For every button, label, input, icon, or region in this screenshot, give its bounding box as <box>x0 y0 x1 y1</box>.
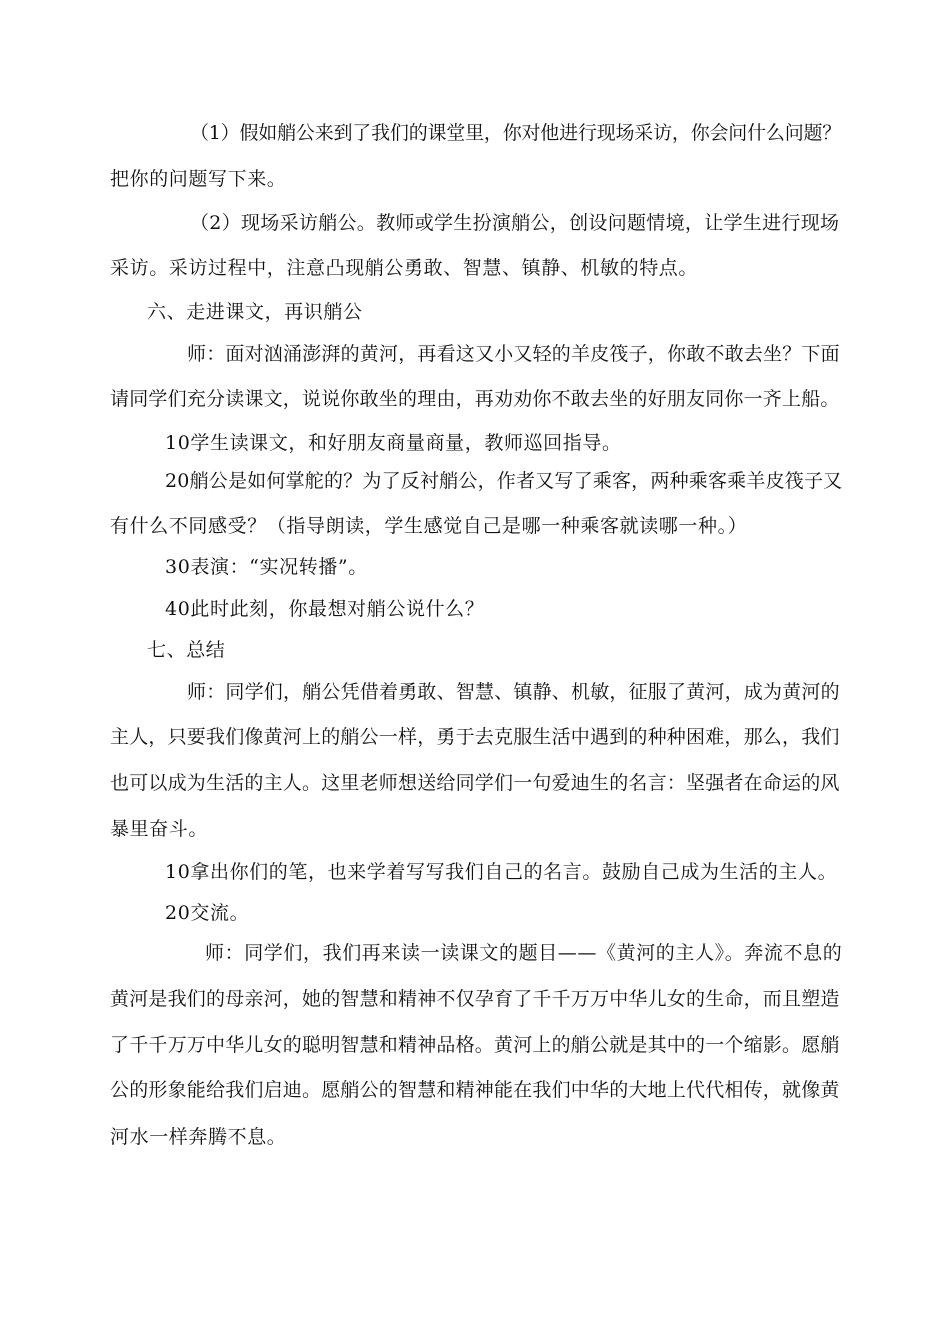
text-line: 师：面对汹涌澎湃的黄河，再看这又小又轻的羊皮筏子，你敢不敢去坐？下面 <box>187 343 840 365</box>
text-line: 公的形象能给我们启迪。愿艄公的智慧和精神能在我们中华的大地上代代相传，就像黄 <box>110 1079 840 1101</box>
text-line: 也可以成为生活的主人。这里老师想送给同学们一句爱迪生的名言：坚强者在命运的风 <box>110 772 840 794</box>
text-line: （1）假如艄公来到了我们的课堂里，你对他进行现场采访，你会问什么问题？ <box>190 122 842 144</box>
text-line: 10学生读课文，和好朋友商量商量，教师巡回指导。 <box>165 432 622 454</box>
text-line: 暴里奋斗。 <box>110 818 209 840</box>
text-line: 10拿出你们的笔，也来学着写写我们自己的名言。鼓励自己成为生活的主人。 <box>165 861 838 883</box>
text-line: 有什么不同感受？（指导朗读，学生感觉自己是哪一种乘客就读哪一种。） <box>110 515 748 537</box>
text-line: 主人，只要我们像黄河上的艄公一样，勇于去克服生活中遇到的种种困难，那么，我们 <box>110 726 840 748</box>
text-line: 把你的问题写下来。 <box>110 168 287 190</box>
text-line: 采访。采访过程中，注意凸现艄公勇敢、智慧、镇静、机敏的特点。 <box>110 257 699 279</box>
text-line: 黄河是我们的母亲河，她的智慧和精神不仅孕育了千千万万中华儿女的生命，而且塑造 <box>110 988 840 1010</box>
text-line: 20交流。 <box>165 902 250 924</box>
text-line: 河水一样奔腾不息。 <box>110 1126 287 1148</box>
text-line: 请同学们充分读课文，说说你敢坐的理由，再劝劝你不敢去坐的好朋友同你一齐上船。 <box>110 388 840 410</box>
text-line: （2）现场采访艄公。教师或学生扮演艄公，创设问题情境，让学生进行现场 <box>190 212 840 234</box>
text-line: 师：同学们，我们再来读一读课文的题目——《黄河的主人》。奔流不息的 <box>205 942 843 964</box>
text-line: 师：同学们，艄公凭借着勇敢、智慧、镇静、机敏，征服了黄河，成为黄河的 <box>187 681 840 703</box>
section-heading: 六、走进课文，再识艄公 <box>147 301 363 323</box>
text-line: 30表演：“实况转播”。 <box>165 556 368 578</box>
section-heading: 七、总结 <box>147 639 226 661</box>
text-line: 了千千万万中华儿女的聪明智慧和精神品格。黄河上的艄公就是其中的一个缩影。愿艄 <box>110 1034 840 1056</box>
text-line: 40此时此刻，你最想对艄公说什么？ <box>165 598 485 620</box>
text-line: 20艄公是如何掌舵的？为了反衬艄公，作者又写了乘客，两种乘客乘羊皮筏子又 <box>165 470 843 492</box>
